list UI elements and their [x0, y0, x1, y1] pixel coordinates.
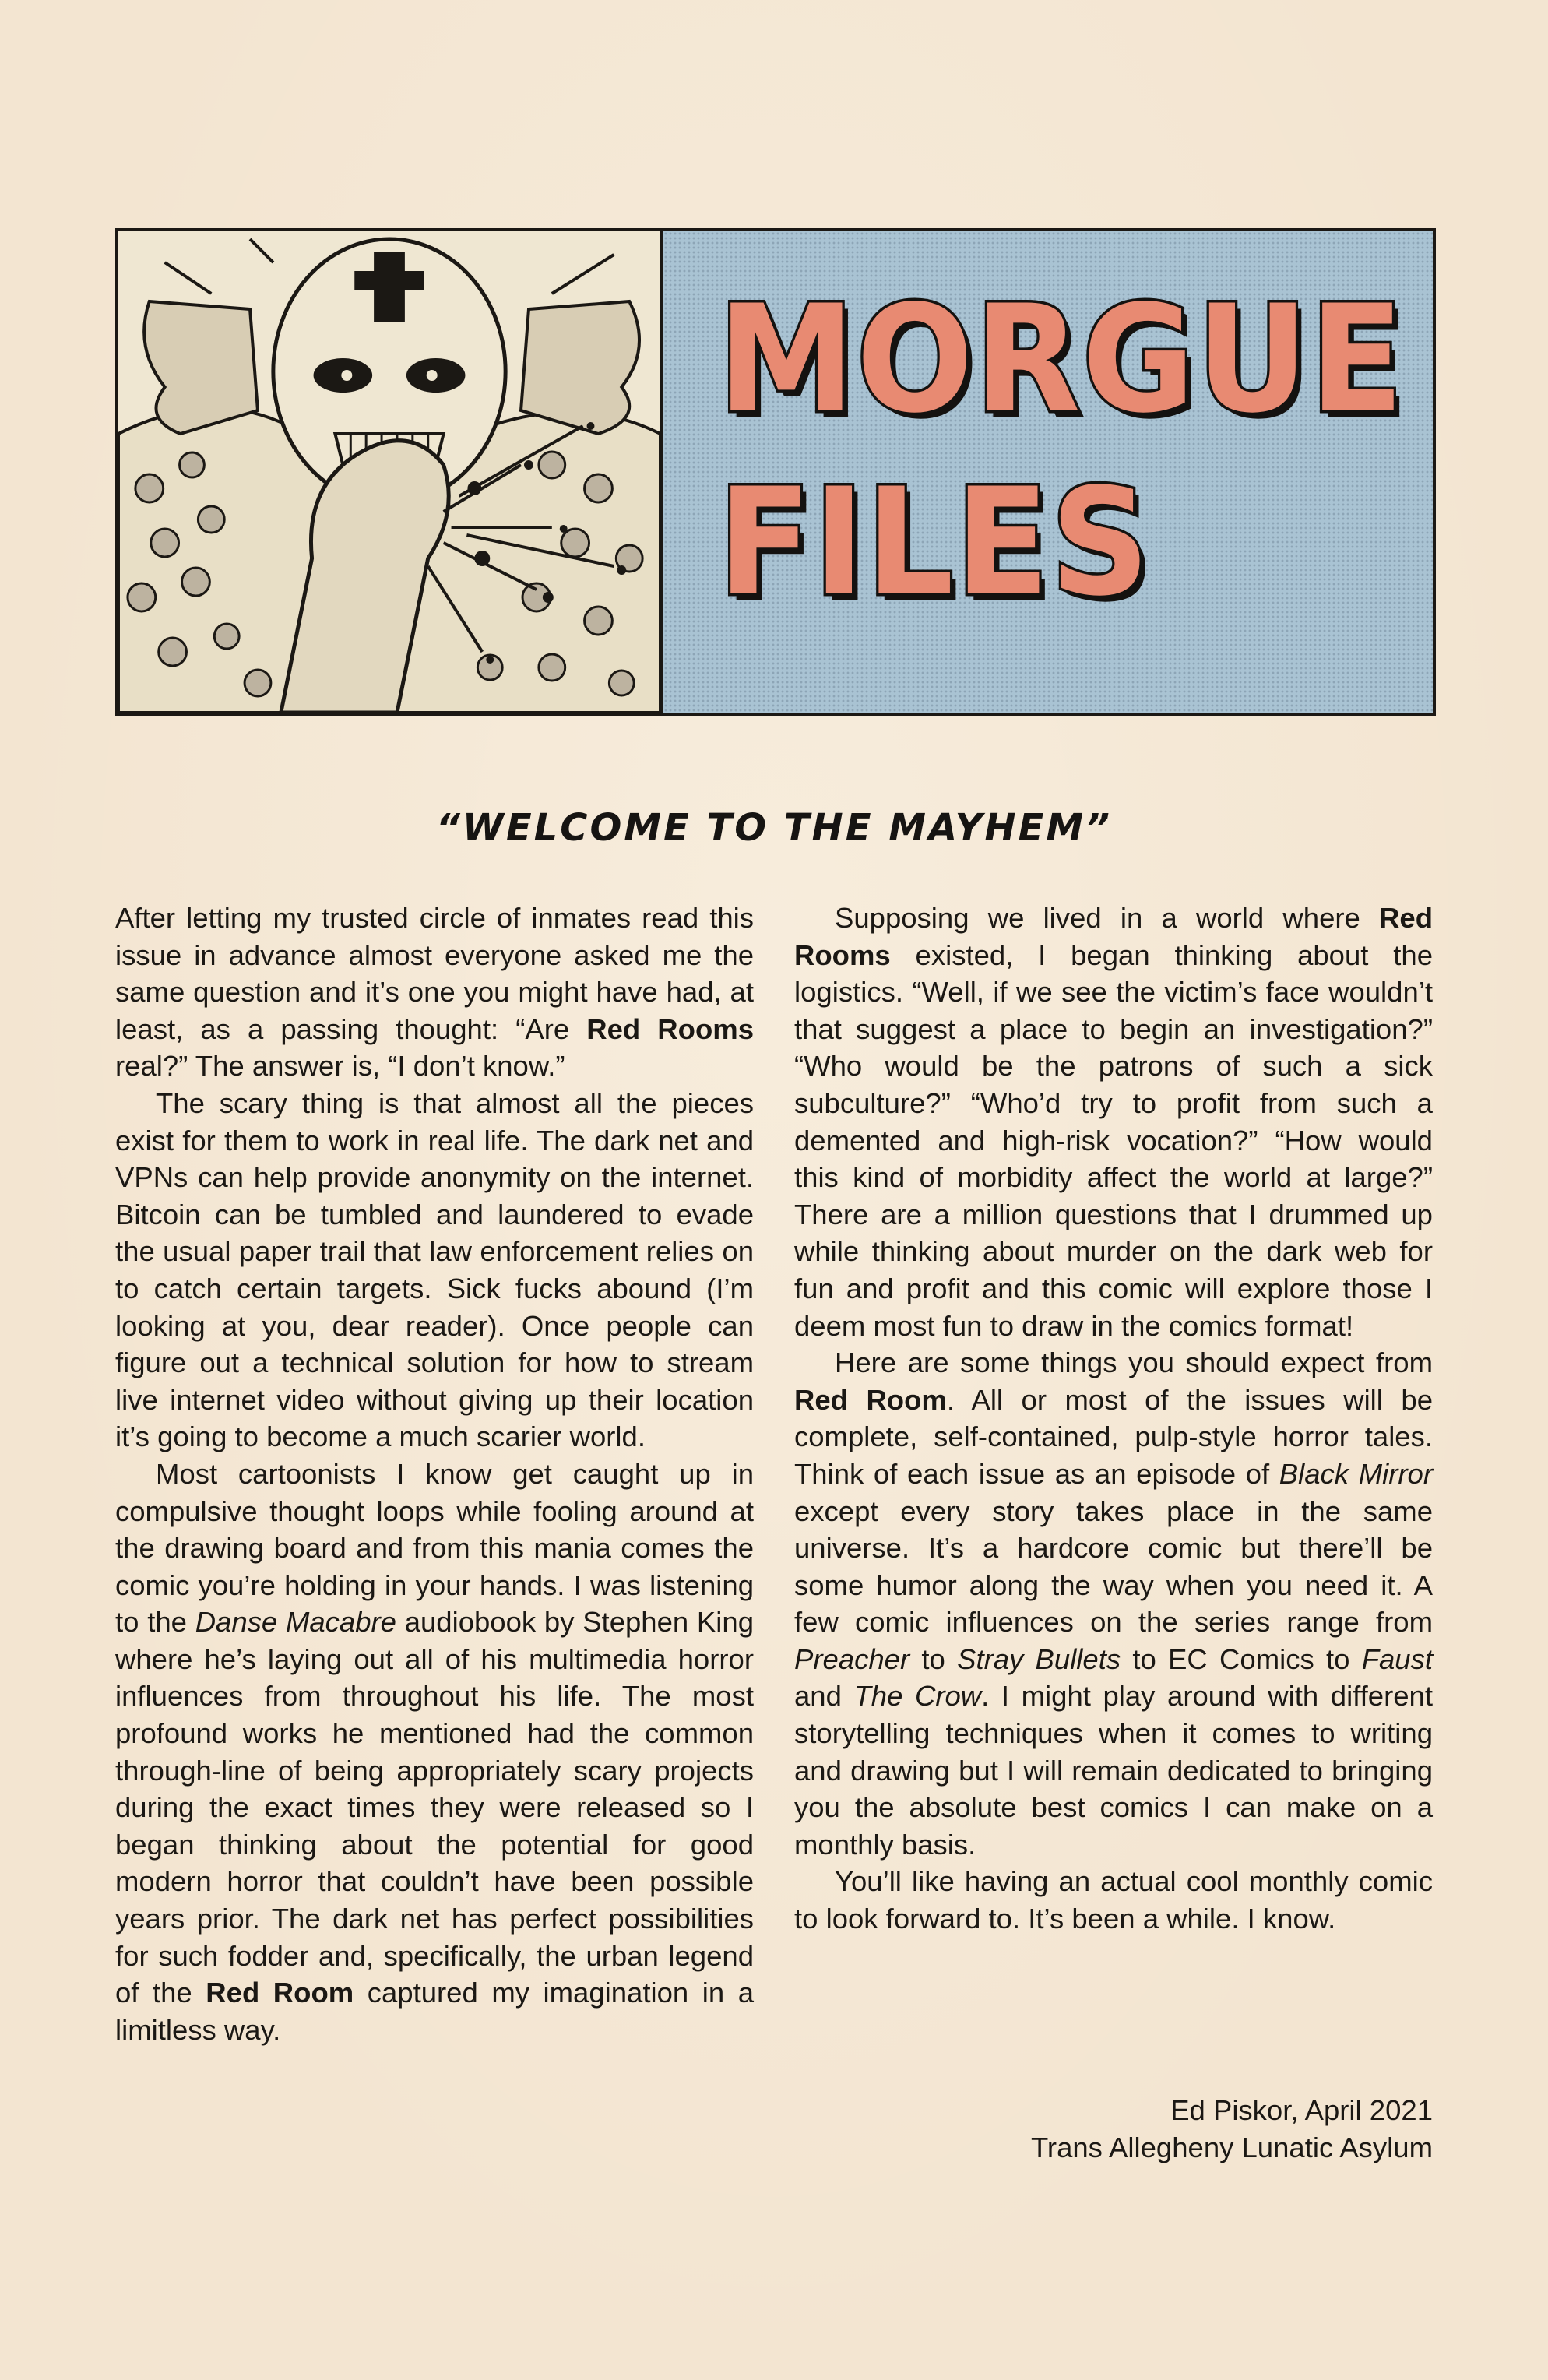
author-date: Ed Piskor, April 2021	[1170, 2094, 1433, 2126]
paragraph: Most cartoonists I know get caught up in compulsive thought loops while fooling around at the drawing board and from this mania comes the comic you’re holding in your hands. I was listening to the Danse Macabre audiobook by Stephen King where he’s laying out all of his multimedia horror influences from throughout his life. The most profound works he mentioned had the common through-line of being appropriately scary projects during the exact times they were released so I began thinking about the potential for good modern horror that couldn’t have been possible years prior. The dark net has perfect possibilities for such fodder and, specifically, the urban legend of the Red Room captured my imagination in a limitless way.	[115, 1457, 754, 2046]
paragraph: You’ll like having an actual cool monthly comic to look forward to. It’s been a while. I know.	[794, 1865, 1433, 1935]
title-panel	[663, 231, 1433, 713]
title-line-morgue: MORGUE	[718, 273, 1406, 445]
paragraph: Supposing we lived in a world where Red Rooms existed, I began thinking about the logistics. “Well, if we see the victim’s face wouldn’t that suggest a place to begin an investigation?” “Who would be the patrons of such a sick subculture?” “Who’d try to profit from such a demented and high-risk vocation?” “How would this kind of morbidity affect the world at large?” There are a million questions that I drummed up while thinking about murder on the dark web for fun and profit and this comic will explore those I deem most fun to draw in the comics format!	[794, 902, 1433, 1342]
article-headline: “WELCOME TO THE MAYHEM”	[435, 806, 1112, 850]
morgue-files-banner	[115, 228, 1436, 716]
paragraph: The scary thing is that almost all the pieces exist for them to work in real life. The dark net and VPNs can help provide anonymity on the internet. Bitcoin can be tumbled and laundered to evade the usual paper trail that law enforcement relies on to catch certain targets. Sick fucks abound (I’m looking at you, dear reader). Once people can figure out a technical solution for how to stream live internet video without giving up their location it’s going to become a much scarier world.	[115, 1086, 754, 1453]
author-location: Trans Allegheny Lunatic Asylum	[1030, 2131, 1433, 2163]
title-line-files: FILES	[718, 456, 1152, 628]
paragraph: After letting my trusted circle of inmates read this issue in advance almost everyone asked me the same question and it’s one you might have had, at least, as a passing thought: “Are Red Rooms real?” The answer is, “I don’t know.”	[115, 902, 754, 1083]
clown-illustration	[118, 231, 663, 713]
clown-drawing	[118, 231, 660, 713]
right-column	[794, 900, 1433, 1938]
signoff	[794, 2092, 1433, 2166]
left-column	[115, 900, 754, 2048]
paragraph: Here are some things you should expect from Red Room. All or most of the issues will be complete, self-contained, pulp-style horror tales. Think of each issue as an episode of Black Mirror except every story takes place in the same universe. It’s a hardcore comic but there’ll be some humor along the way when you need it. A few comic influences on the series range from Preacher to Stray Bullets to EC Comics to Faust and The Crow. I might play around with different storytelling techniques when it comes to writing and drawing but I will remain dedicated to bringing you the absolute best comics I can make on a monthly basis.	[794, 1347, 1433, 1861]
